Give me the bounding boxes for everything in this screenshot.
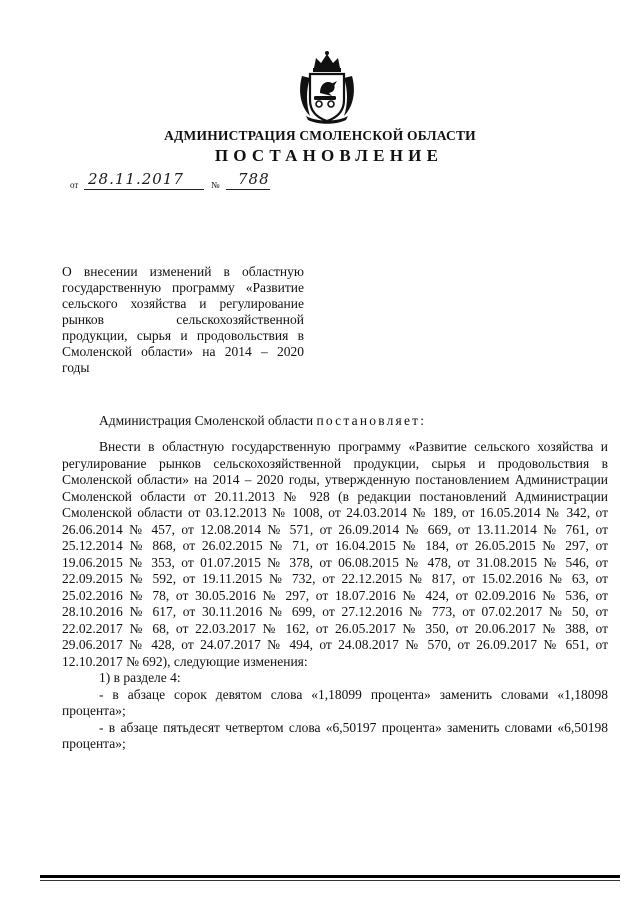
coat-of-arms-emblem xyxy=(296,50,358,124)
handwritten-date: 28.11.2017 xyxy=(88,170,184,188)
subitem-1: - в абзаце сорок девятом слова «1,18099 процента» заменить словами «1,18098 процента»; xyxy=(62,686,608,718)
handwritten-number: 788 xyxy=(238,170,270,188)
lead-text: Администрация Смоленской области xyxy=(99,413,314,428)
page-bottom-rule-thin xyxy=(40,880,620,881)
lead-decree-word: постановляет: xyxy=(316,413,427,428)
number-underline xyxy=(226,189,270,190)
organization-name: АДМИНИСТРАЦИЯ СМОЛЕНСКОЙ ОБЛАСТИ xyxy=(164,128,476,143)
number-prefix: № xyxy=(211,180,220,190)
date-underline xyxy=(84,189,204,190)
item-1: 1) в разделе 4: xyxy=(99,670,181,685)
document-body xyxy=(62,439,608,753)
document-subject: О внесении изменений в областную государственную программу «Развитие сельского хозяйства и регулирование рынков сельскохозяйственной продукции, сырья и продовольствия в Смоленской области» на 2014 – 2020 годы xyxy=(62,264,304,375)
page-bottom-rule xyxy=(40,875,620,878)
date-prefix: от xyxy=(70,180,79,190)
resolution-lead xyxy=(99,413,426,429)
document-type-title: ПОСТАНОВЛЕНИЕ xyxy=(214,146,444,165)
main-paragraph: Внести в областную государственную программу «Развитие сельского хозяйства и регулирование рынков сельскохозяйственной продукции, сырья и продовольствия в Смоленской области» на 2014 – 2020 годы, утвержденную постановлением Администрации Смоленской области от 20.11.2013 № 928 (в редакции постановлений Администрации Смоленской области от 03.12.2013 № 1008, от 24.03.2014 № 189, от 16.05.2014 № 342, от 26.06.2014 № 457, от 12.08.2014 № 571, от 26.09.2014 № 669, от 13.11.2014 № 761, от 25.12.2014 № 868, от 26.02.2015 № 71, от 16.04.2015 № 184, от 26.05.2015 № 297, от 19.06.2015 № 353, от 01.07.2015 № 378, от 06.08.2015 № 478, от 31.08.2015 № 546, от 22.09.2015 № 592, от 19.11.2015 № 732, от 22.12.2015 № 817, от 15.02.2016 № 63, от 25.02.2016 № 78, от 30.05.2016 № 297, от 18.07.2016 № 424, от 02.09.2016 № 536, от 28.10.2016 № 617, от 30.11.2016 № 699, от 27.12.2016 № 773, от 07.02.2017 № 50, от 22.02.2017 № 68, от 22.03.2017 № 162, от 26.05.2017 № 350, от 20.06.2017 № 388, от 29.06.2017 № 428, от 24.07.2017 № 494, от 24.08.2017 № 570, от 26.09.2017 № 651, от 12.10.2017 № 692), следующие изменения: xyxy=(62,439,608,669)
subitem-2: - в абзаце пятьдесят четвертом слова «6,50197 процента» заменить словами «6,50198 процента»; xyxy=(62,719,608,751)
